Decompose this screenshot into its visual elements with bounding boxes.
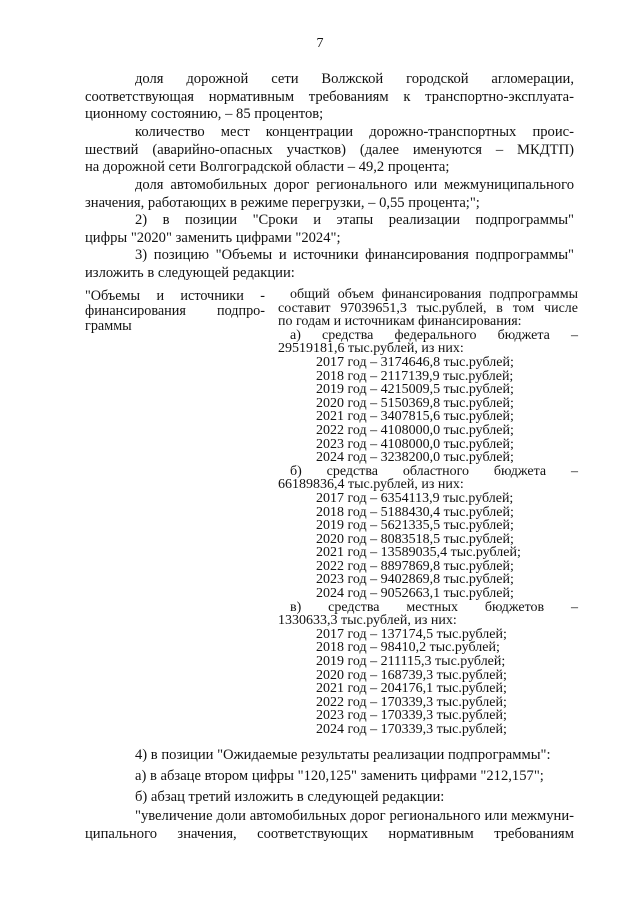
text-line: 2) в позиции "Сроки и этапы реализации подпрограммы" bbox=[135, 212, 574, 228]
text-line: шествий (аварийно-опасных участков) (далее именуются – МКДТП) bbox=[85, 141, 574, 158]
federal-budget-block bbox=[278, 329, 578, 465]
paragraph-new-text bbox=[85, 808, 574, 843]
paragraph-financing-position bbox=[85, 247, 574, 282]
year-amount-line: 2017 год – 6354113,9 тыс.рублей; bbox=[316, 490, 514, 506]
year-amount-line: 2021 год – 13589035,4 тыс.рублей; bbox=[316, 545, 521, 561]
year-amount-line: 2021 год – 3407815,6 тыс.рублей; bbox=[316, 409, 514, 425]
year-amount-line: 2020 год – 8083518,5 тыс.рублей; bbox=[316, 531, 514, 547]
year-amount-line: 2018 год – 98410,2 тыс.рублей; bbox=[316, 640, 500, 656]
year-amount-line: 2022 год – 8897869,8 тыс.рублей; bbox=[316, 558, 514, 574]
text-line: "Объемы и источники - bbox=[85, 288, 265, 304]
year-amount-line: 2024 год – 170339,3 тыс.рублей; bbox=[316, 722, 507, 737]
text-line: доля автомобильных дорог регионального или межмуниципального bbox=[135, 177, 574, 193]
text-line: б) абзац третий изложить в следующей редакции: bbox=[135, 789, 445, 805]
text-line: б) средства областного бюджета – bbox=[290, 463, 578, 479]
text-line: а) средства федерального бюджета – bbox=[290, 327, 578, 343]
text-line: 29519181,6 тыс.рублей, из них: bbox=[278, 341, 464, 357]
text-line: ционному состоянию, – 85 процентов; bbox=[85, 106, 324, 122]
year-amount-line: 2022 год – 170339,3 тыс.рублей; bbox=[316, 694, 507, 710]
year-amount-line: 2022 год – 4108000,0 тыс.рублей; bbox=[316, 422, 514, 438]
year-amount-line: 2023 год – 170339,3 тыс.рублей; bbox=[316, 708, 507, 724]
text-line: изложить в следующей редакции: bbox=[85, 264, 295, 281]
paragraph-overload bbox=[85, 177, 574, 212]
financing-label-cell bbox=[85, 289, 265, 334]
text-line: 3) позицию "Объемы и источники финансирования подпрограммы" bbox=[135, 247, 574, 263]
text-line: "увеличение доли автомобильных дорог регионального или межмуни- bbox=[135, 808, 574, 824]
text-line: 4) в позиции "Ожидаемые результаты реализации подпрограммы": bbox=[135, 747, 551, 763]
year-amount-line: 2019 год – 211115,3 тыс.рублей; bbox=[316, 654, 506, 670]
text-line: соответствующая нормативным требованиям к транспортно-эксплуата- bbox=[85, 88, 574, 105]
year-amount-line: 2017 год – 137174,5 тыс.рублей; bbox=[316, 626, 507, 642]
text-line: 1330633,3 тыс.рублей, из них: bbox=[278, 613, 457, 629]
year-amount-line: 2024 год – 9052663,1 тыс.рублей; bbox=[316, 586, 514, 602]
financing-value-cell bbox=[278, 288, 578, 737]
text-line: количество мест концентрации дорожно-транспортных проис- bbox=[135, 124, 574, 140]
year-amount-line: 2020 год – 5150369,8 тыс.рублей; bbox=[316, 395, 514, 411]
text-line: а) в абзаце втором цифры "120,125" заменить цифрами "212,157"; bbox=[135, 768, 544, 784]
paragraph-item-b bbox=[85, 789, 574, 807]
paragraph-agglomeration bbox=[85, 71, 574, 124]
text-line: значения, работающих в режиме перегрузки, – 0,55 процента;"; bbox=[85, 194, 480, 211]
paragraph-mkdtp bbox=[85, 124, 574, 177]
year-amount-line: 2017 год – 3174646,8 тыс.рублей; bbox=[316, 354, 514, 370]
regional-years-list bbox=[278, 492, 578, 601]
text-line: 66189836,4 тыс.рублей, из них: bbox=[278, 477, 464, 493]
text-line: на дорожной сети Волгоградской области – 49,2 процента; bbox=[85, 159, 450, 175]
year-amount-line: 2019 год – 5621335,5 тыс.рублей; bbox=[316, 518, 514, 534]
year-amount-line: 2019 год – 4215009,5 тыс.рублей; bbox=[316, 382, 514, 398]
year-amount-line: 2018 год – 5188430,4 тыс.рублей; bbox=[316, 504, 514, 520]
text-line: в) средства местных бюджетов – bbox=[290, 599, 578, 615]
federal-years-list bbox=[278, 356, 578, 465]
year-amount-line: 2021 год – 204176,1 тыс.рублей; bbox=[316, 681, 507, 697]
page-number: 7 bbox=[316, 36, 324, 51]
text-line: общий объем финансирования подпрограммы bbox=[290, 287, 578, 302]
paragraph-deadlines bbox=[85, 212, 574, 247]
local-years-list bbox=[278, 628, 578, 737]
text-line: доля дорожной сети Волжской городской агломерации, bbox=[135, 71, 574, 87]
text-line: финансирования подпро- bbox=[85, 303, 265, 319]
year-amount-line: 2024 год – 3238200,0 тыс.рублей; bbox=[316, 450, 514, 466]
text-line: цифры "2020" заменить цифрами "2024"; bbox=[85, 229, 341, 246]
year-amount-line: 2023 год – 9402869,8 тыс.рублей; bbox=[316, 572, 514, 588]
year-amount-line: 2023 год – 4108000,0 тыс.рублей; bbox=[316, 436, 514, 452]
text-line: ципального значения, соответствующих нормативным требованиям bbox=[85, 825, 574, 842]
year-amount-line: 2018 год – 2117139,9 тыс.рублей; bbox=[316, 368, 514, 384]
paragraph-expected-results bbox=[85, 747, 574, 765]
text-line: граммы bbox=[85, 318, 132, 334]
regional-budget-block bbox=[278, 465, 578, 601]
local-budget-block bbox=[278, 601, 578, 737]
paragraph-item-a bbox=[85, 768, 574, 786]
text-line: по годам и источникам финансирования: bbox=[278, 314, 522, 330]
year-amount-line: 2020 год – 168739,3 тыс.рублей; bbox=[316, 667, 507, 683]
text-line: составит 97039651,3 тыс.рублей, в том числе bbox=[278, 300, 578, 316]
